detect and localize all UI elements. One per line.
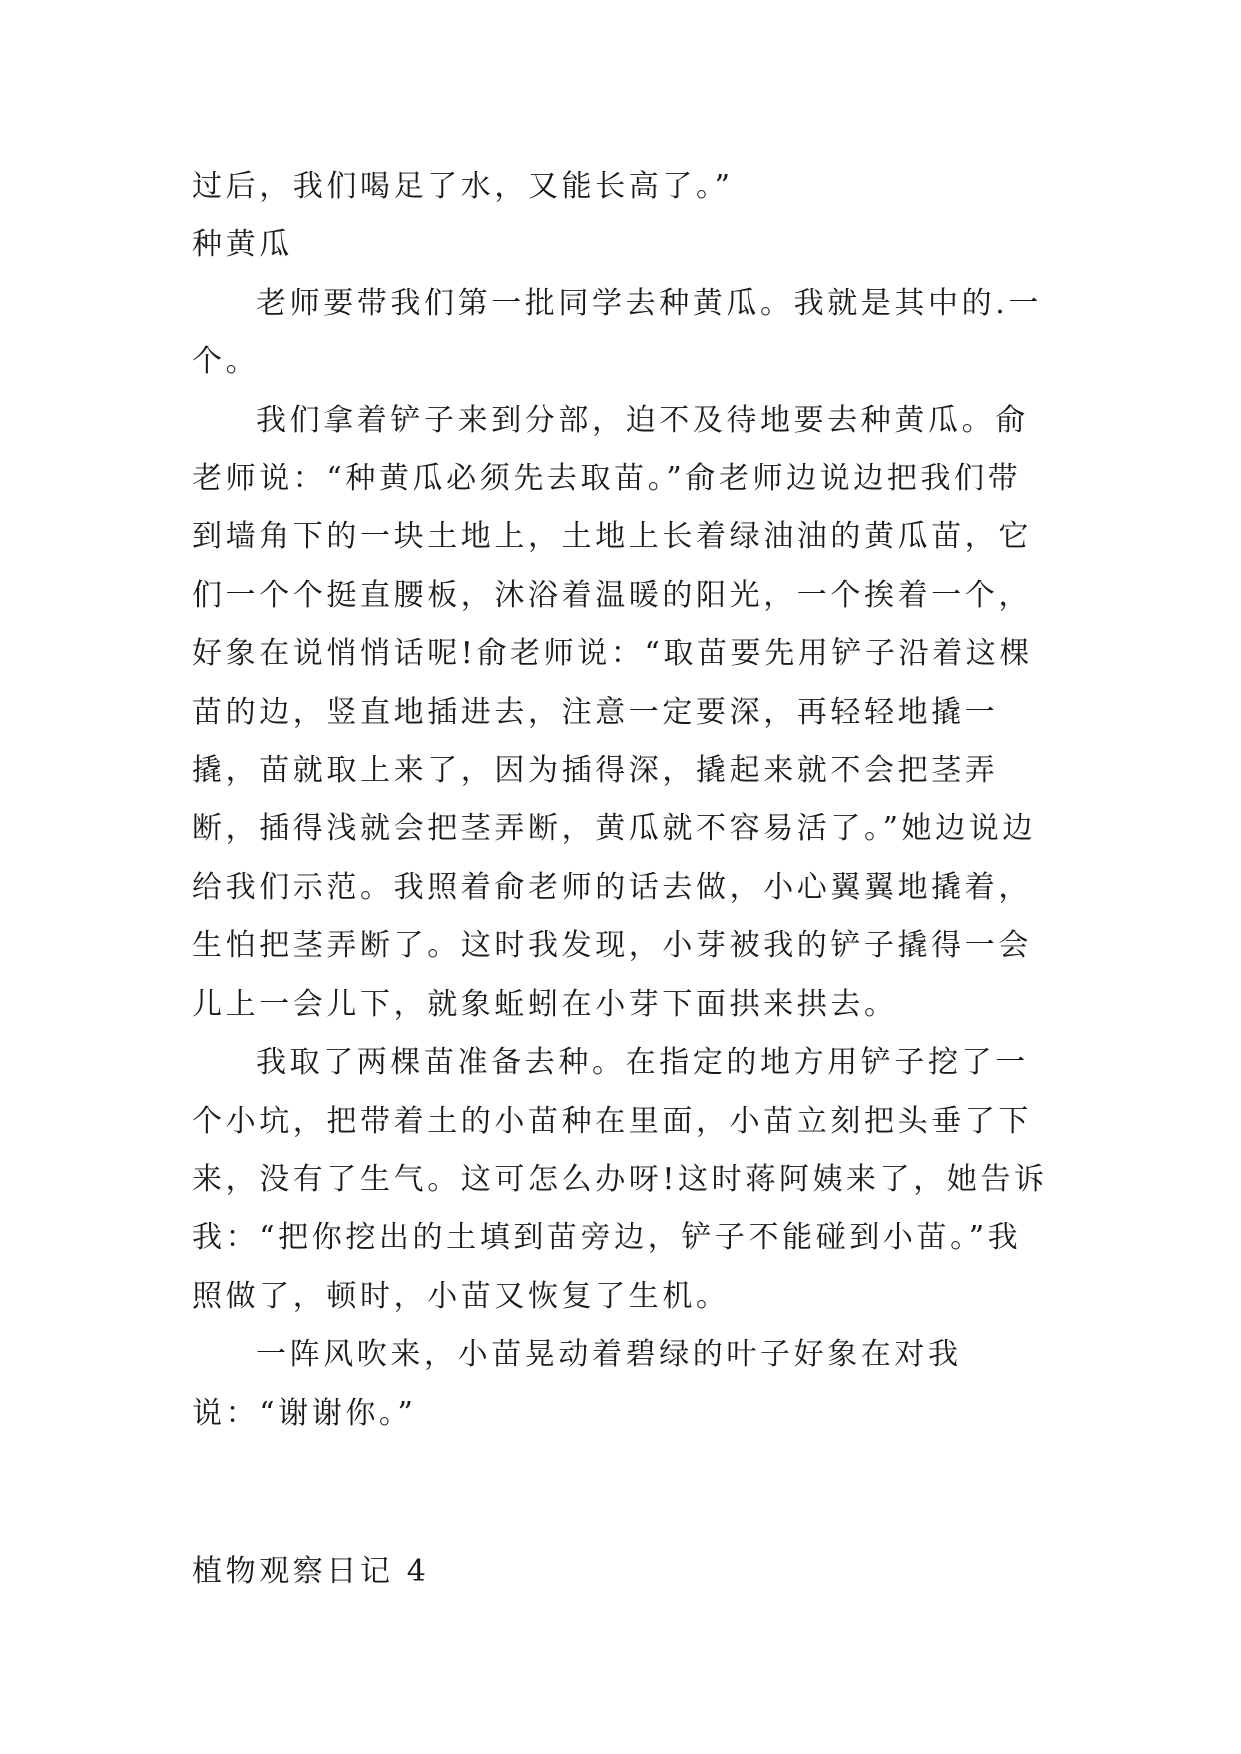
section-title: 植物观察日记 4 [192,1553,430,1589]
paragraph: 一阵风吹来，小苗晃动着碧绿的叶子好象在对我说：“谢谢你。” [192,1337,962,1431]
document-body [192,158,1052,1601]
paragraph: 老师要带我们第一批同学去种黄瓜。我就是其中的.一个。 [192,285,1042,380]
paragraph-continuation: 过后，我们喝足了水，又能长高了。” [192,169,734,204]
section-spacer [192,1443,1052,1543]
subtitle: 种黄瓜 [192,227,293,263]
paragraph: 我取了两棵苗准备去种。在指定的地方用铲子挖了一个小坑，把带着土的小苗种在里面，小苗立刻把头垂了下来，没有了生气。这可怎么办呀!这时蒋阿姨来了，她告诉我：“把你挖出的土填到苗旁边，铲子不能碰到小苗。”我照做了，顿时，小苗又恢复了生机。 [192,1045,1048,1314]
paragraph: 我们拿着铲子来到分部，迫不及待地要去种黄瓜。俞老师说：“种黄瓜必须先去取苗。”俞老师边说边把我们带到墙角下的一块土地上，土地上长着绿油油的黄瓜苗，它们一个个挺直腰板，沐浴着温暖的阳光，一个挨着一个，好象在说悄悄话呢!俞老师说：“取苗要先用铲子沿着这棵苗的边，竖直地插进去，注意一定要深，再轻轻地撬一撬，苗就取上来了，因为插得深，撬起来就不会把茎弄断，插得浅就会把茎弄断，黄瓜就不容易活了。”她边说边给我们示范。我照着俞老师的话去做，小心翼翼地撬着，生怕把茎弄断了。这时我发现，小芽被我的铲子撬得一会儿上一会儿下，就象蚯蚓在小芽下面拱来拱去。 [192,402,1036,1022]
